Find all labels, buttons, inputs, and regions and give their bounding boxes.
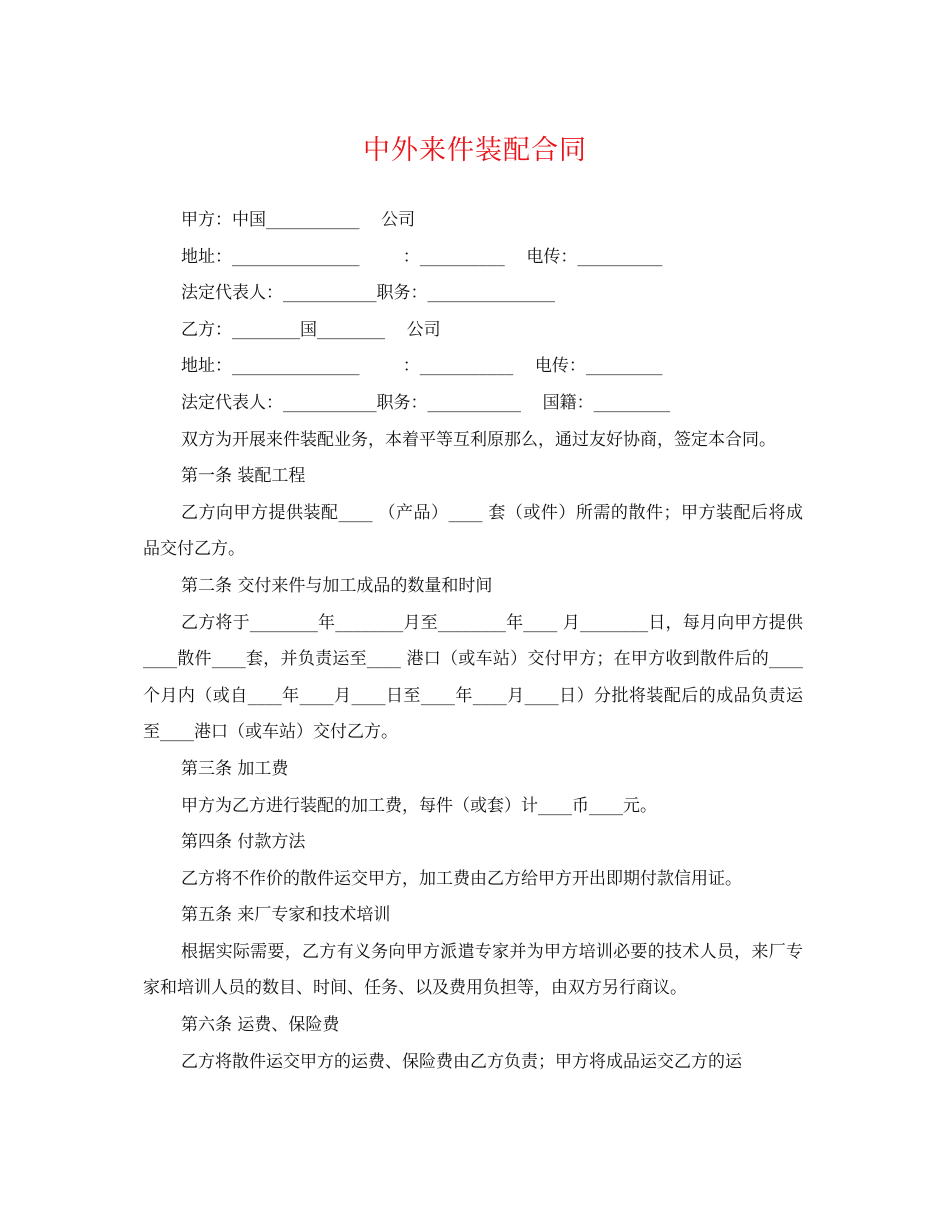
article-6-heading: 第六条 运费、保险费 (181, 1015, 340, 1036)
article-6-text: 乙方将散件运交甲方的运费、保险费由乙方负责；甲方将成品运交乙方的运 (181, 1051, 742, 1072)
party-a-representative-line: 法定代表人：___________职务：_______________ (181, 283, 555, 304)
article-3-heading: 第三条 加工费 (181, 758, 289, 779)
article-2-heading: 第二条 交付来件与加工成品的数量和时间 (181, 575, 493, 596)
contract-body (143, 202, 803, 1080)
article-2-text: 乙方将于________年________月至________年____ 月________日，每月向甲方提供____散件____套，并负责运至____ 港口（或车站）交付甲方；在甲方收到散件后的____个月内（或自____年____月____日至____年____月____日）分批将装配后的成品负责运至____港口（或车站）交付乙方。 (143, 612, 803, 743)
article-1-text: 乙方向甲方提供装配____ （产品）____ 套（或件）所需的散件；甲方装配后将成品交付乙方。 (143, 502, 803, 560)
party-b-representative-line: 法定代表人：___________职务：___________ 国籍：_________ (181, 392, 671, 413)
party-b-line: 乙方：________国________ 公司 (181, 319, 441, 340)
article-5-heading: 第五条 来厂专家和技术培训 (181, 905, 391, 926)
contract-title: 中外来件装配合同 (363, 135, 587, 166)
article-5-text: 根据实际需要，乙方有义务向甲方派遣专家并为甲方培训必要的技术人员，来厂专家和培训人员的数目、时间、任务、以及费用负担等，由双方另行商议。 (143, 941, 803, 999)
party-b-address-line: 地址：_______________ ：___________ 电传：_________ (181, 356, 663, 377)
intro-paragraph: 双方为开展来件装配业务，本着平等互利原那么，通过友好协商，签定本合同。 (181, 429, 776, 450)
article-4-heading: 第四条 付款方法 (181, 832, 306, 853)
party-a-line: 甲方：中国___________ 公司 (181, 210, 416, 230)
article-4-text: 乙方将不作价的散件运交甲方，加工费由乙方给甲方开出即期付款信用证。 (181, 868, 742, 889)
party-a-address-line: 地址：_______________ ：__________ 电传：__________ (181, 246, 663, 267)
article-3-text: 甲方为乙方进行装配的加工费，每件（或套）计____币____元。 (181, 795, 657, 816)
article-1-heading: 第一条 装配工程 (181, 466, 306, 487)
